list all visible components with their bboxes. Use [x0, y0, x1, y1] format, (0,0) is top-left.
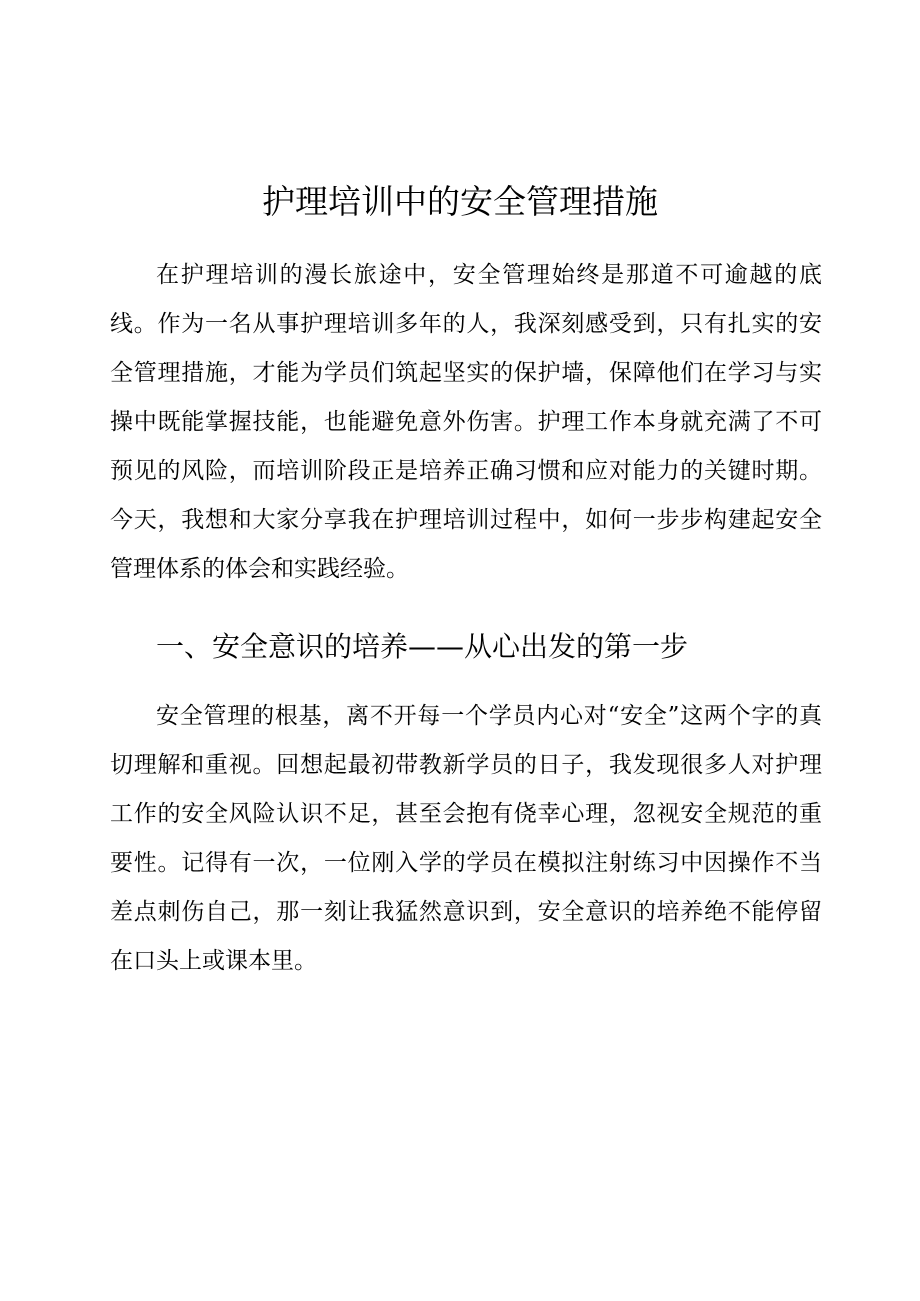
document-title: 护理培训中的安全管理措施 — [262, 182, 658, 221]
intro-paragraph: 在护理培训的漫长旅途中，安全管理始终是那道不可逾越的底线。作为一名从事护理培训多年的人，我深刻感受到，只有扎实的安全管理措施，才能为学员们筑起坚实的保护墙，保障他们在学习与实操中既能掌握技能，也能避免意外伤害。护理工作本身就充满了不可预见的风险，而培训阶段正是培养正确习惯和应对能力的关键时期。今天，我想和大家分享我在护理培训过程中，如何一步步构建起安全管理体系的体会和实践经验。 — [110, 262, 822, 582]
section-1-paragraph: 安全管理的根基，离不开每一个学员内心对“安全”这两个字的真切理解和重视。回想起最初带教新学员的日子，我发现很多人对护理工作的安全风险认识不足，甚至会抱有侥幸心理，忽视安全规范的重要性。记得有一次，一位刚入学的学员在模拟注射练习中因操作不当差点刺伤自己，那一刻让我猛然意识到，安全意识的培养绝不能停留在口头上或课本里。 — [110, 703, 822, 974]
section-heading-1: 一、安全意识的培养——从心出发的第一步 — [156, 630, 689, 663]
